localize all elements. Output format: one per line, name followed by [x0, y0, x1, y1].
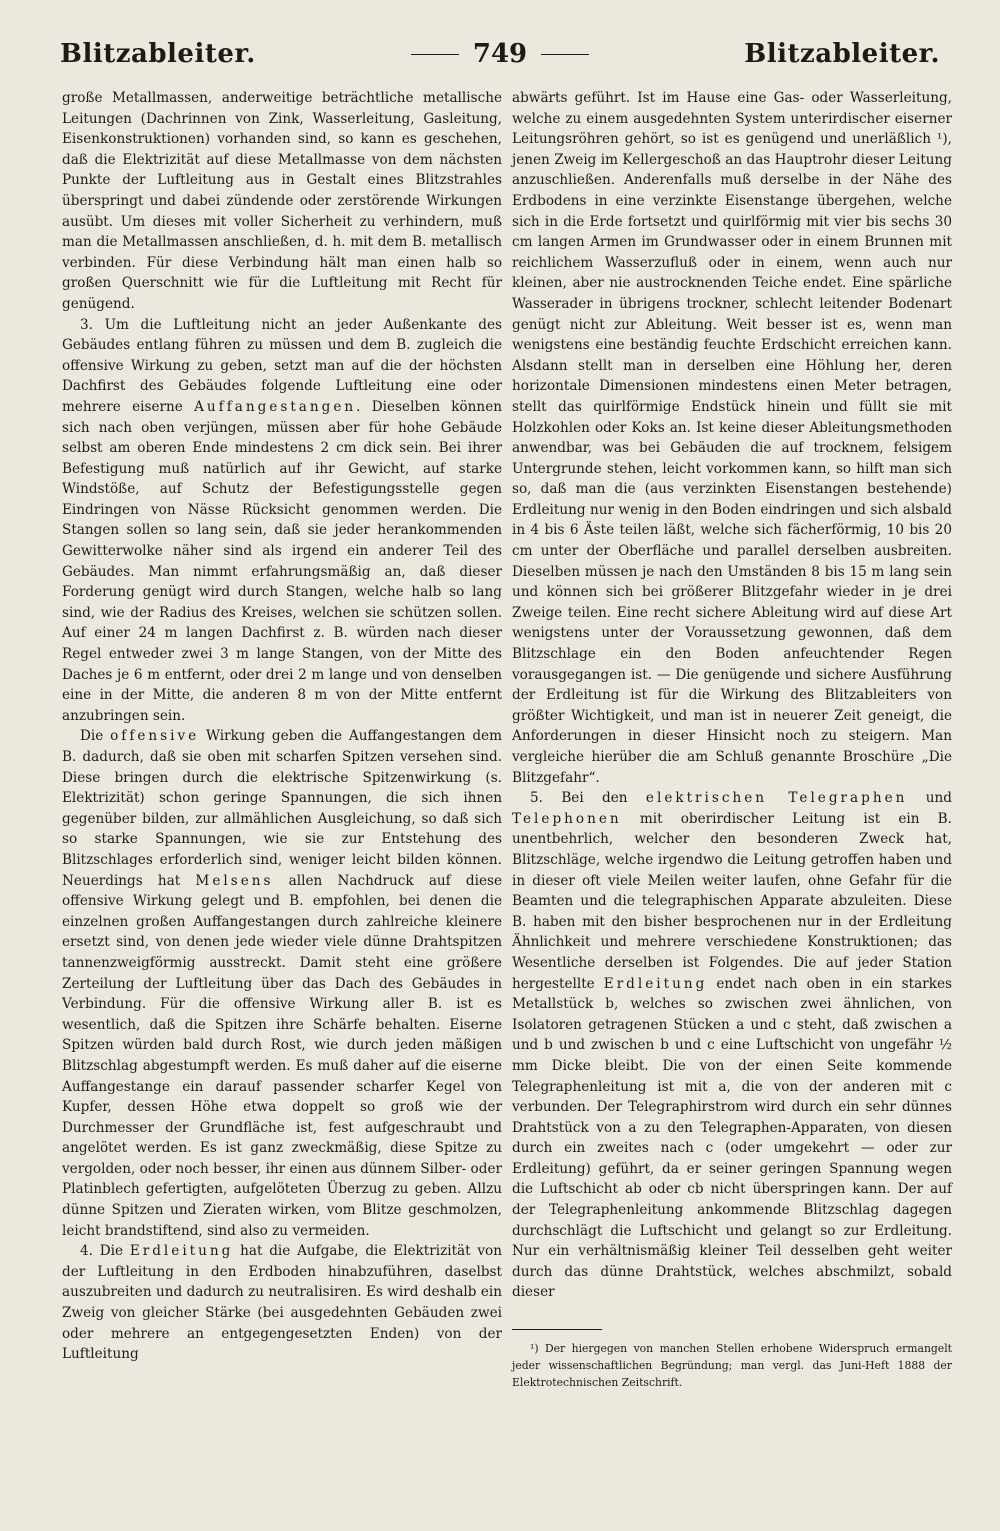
- page-number: 749: [472, 39, 528, 69]
- paragraph-text: allen Nachdruck auf diese offensive Wirkung gelegt und B. empfohlen, bei denen die einzelnen großen Auffangestangen durch zahlreiche kleinere ersetzt sind, von denen jede wieder viele dünne Drahtspitzen tannenzweigförmig ausstreckt. Damit steht eine größere Zerteilung der Luftleitung über das Dach des Gebäudes in Verbindung. Für die offensive Wirkung aller B. ist es wesentlich, daß die Spitzen ihre Schärfe behalten. Eiserne Spitzen würden bald durch Rost, wie durch jeden mäßigen Blitzschlag abgestumpft werden. Es muß daher auf die eiserne Auffangestange ein darauf passender scharfer Kegel von Kupfer, dessen Höhe etwa doppelt so groß wie der Durchmesser der Grundfläche ist, fest aufgeschraubt und angelötet werden. Es ist ganz zweckmäßig, diese Spitze zu vergolden, oder noch besser, ihr einen aus dünnem Silber- oder Platinblech gefertigten, aufgelöteten Überzug zu geben. Allzu dünne Spitzen und Zieraten wirken, vom Blitze geschmolzen, leicht brandstiftend, sind also zu vermeiden.: [62, 872, 503, 1239]
- header-left-title: Blitzableiter.: [60, 39, 256, 69]
- paragraph-text: Wirkung geben die Auffangestangen dem B. dadurch, daß sie oben mit scharfen Spitzen versehen sind. Diese bringen durch die elektrische Spitzenwirkung (s. Elektrizität) schon geringe Spannungen, die sich ihnen gegenüber bilden, zur allmählichen Ausgleichung, so daß sich so starke Spannungen, wie sie zur Entstehung des Blitzschlages erforderlich sind, weniger leicht bilden können. Neuerdings hat: [62, 728, 502, 889]
- running-head: [60, 32, 940, 76]
- paragraph-5-telegraphs: [512, 788, 952, 1303]
- paragraph-text: endet nach oben in ein starkes Metallstück b, welches so zwischen zwei ähnlichen, von Isolatoren getragenen Stücken a und c steht, daß zwischen a und b und zwischen b und c eine Luftschicht von ungefähr ½ mm Dicke bleibt. Die von der einen Seite kommende Telegraphenleitung ist mit a, die von der anderen mit c verbunden. Der Telegraphirstrom wird durch ein sehr dünnes Drahtstück von a zu den Telegraphen-Apparaten, von diesen durch ein zweites nach c (oder umgekehrt — oder zur Erdleitung) geführt, da er seiner geringen Spannung wegen die Luftschicht ab oder cb nicht überspringen kann. Der auf der Telegraphenleitung ankommende Blitzschlag dagegen durchschlägt die Luftschicht und gelangt so zur Erdleitung. Nur ein verhältnismäßig kleiner Teil desselben geht weiter durch das dünne Drahtstück, welches abschmilzt, sobald dieser: [512, 975, 952, 1301]
- header-right-title: Blitzableiter.: [744, 39, 940, 69]
- spaced-term-erdleitung: Erdleitung: [129, 1243, 234, 1260]
- paragraph-text: . Dieselben können sich nach oben verjüngen, müssen aber für hohe Gebäude selbst am oberen Ende mindestens 2 cm dick sein. Bei ihrer Befestigung muß natürlich auf ihr Gewicht, auf starke Windstöße, auf Schutz der Befestigungsstelle gegen Eindringen von Nässe Rücksicht genommen werden. Die Stangen sollen so lang sein, daß sie jeder herankommenden Gewitterwolke näher sind als irgend ein anderer Teil des Gebäudes. Man nimmt erfahrungsmäßig an, daß dieser Forderung genügt wird durch Stangen, welche halb so lang sind, wie der Radius des Kreises, welchen sie schützen sollen. Auf einer 24 m langen Dachfirst z. B. würden nach dieser Regel entweder zwei 3 m lange Stangen, von der Mitte des Daches je 6 m entfernt, oder drei 2 m lange und von denselben eine in der Mitte, die anderen 8 m von der Mitte entfernt anzubringen sein.: [62, 398, 502, 724]
- paragraph-4-earth-lead: [62, 1241, 502, 1365]
- footnote-rule: [512, 1329, 602, 1330]
- spaced-term-offensive: offensive: [110, 728, 200, 745]
- footnote: [512, 1340, 952, 1391]
- paragraph-text: 5. Bei den: [530, 790, 646, 807]
- footnote-text: ¹) Der hiergegen von manchen Stellen erhobene Widerspruch ermangelt jeder wissenschaftlichen Begründung; man vergl. das Juni-Heft 1888 der Elektrotechnischen Zeitschrift.: [512, 1342, 952, 1390]
- paragraph-text: Die: [80, 728, 111, 745]
- header-page-number-group: [411, 39, 589, 69]
- spaced-name-melsens: Melsens: [195, 872, 274, 889]
- spaced-term-erdleitung-2: Erdleitung: [603, 975, 708, 992]
- spaced-term-auffangestangen: Auffangestangen: [194, 398, 357, 415]
- paragraph-text: 3. Um die Luftleitung nicht an jeder Außenkante des Gebäudes entlang führen zu müssen und dem B. zugleich die offensive Wirkung zu geben, setzt man auf die der höchsten Dachfirst des Gebäudes folgende Luftleitung eine oder mehrere eiserne: [62, 316, 502, 415]
- paragraph-text: hat die Aufgabe, die Elektrizität von der Luftleitung in den Erdboden hinabzuführen, daselbst auszubreiten und dadurch zu neutralisiren. Es wird deshalb ein Zweig von gleicher Stärke (bei ausgedehnten Gebäuden zwei oder mehrere an entgegengesetzten Enden) von der Luftleitung: [62, 1243, 503, 1363]
- paragraph-3-air-terminals: [62, 315, 502, 727]
- header-dash-left: [411, 54, 459, 55]
- spaced-term-telephonen: Telephonen: [512, 810, 622, 827]
- paragraph-metal-masses: große Metallmassen, anderweitige beträchtliche metallische Leitungen (Dachrinnen von Zink, Wasserleitung, Gasleitung, Eisenkonstruktionen) vorhanden sind, so kann es geschehen, daß die Elektrizität auf diese Metallmasse von dem nächsten Punkte der Luftleitung aus in Gestalt eines Blitzstrahles überspringt und dabei zündende oder zerstörende Wirkungen ausübt. Um dieses mit voller Sicherheit zu verhindern, muß man die Metallmassen anschließen, d. h. mit dem B. metallisch verbinden. Für diese Verbindung hält man einen halb so großen Querschnitt wie für die Luftleitung mit Recht für genügend.: [62, 90, 502, 312]
- paragraph-text: 4. Die: [80, 1243, 130, 1260]
- header-dash-right: [541, 54, 589, 55]
- paragraph-offensive-effect: [62, 726, 502, 1241]
- paragraph-text: und: [907, 790, 952, 807]
- paragraph-earth-continuation: abwärts geführt. Ist im Hause eine Gas- oder Wasserleitung, welche zu einem ausgedehnten System unterirdischer eiserner Leitungsröhren gehört, so ist es genügend und unerläßlich ¹), jenen Zweig im Kellergeschoß an das Hauptrohr dieser Leitung anzuschließen. Anderenfalls muß derselbe in der Nähe des Erdbodens in eine verzinkte Eisenstange übergehen, welche sich in die Erde fortsetzt und quirlförmig mit vier bis sechs 30 cm langen Armen im Grundwasser oder in einem Brunnen mit reichlichem Wasserzufluß oder in einem, wenn auch nur kleinen, aber nie austrocknenden Teiche endet. Eine spärliche Wasserader in übrigens trockner, schlecht leitender Bodenart genügt nicht zur Ableitung. Weit besser ist es, wenn man wenigstens eine beständig feuchte Erdschicht erreichen kann. Alsdann stellt man in derselben eine Höhlung her, deren horizontale Dimensionen mindestens einen Meter betragen, stellt das quirlförmige Endstück hinein und füllt sie mit Holzkohlen oder Koks an. Ist keine dieser Ableitungsmethoden anwendbar, was bei Gebäuden die auf trocknem, felsigem Untergrunde stehen, leicht vorkommen kann, so hilft man sich so, daß man die (aus verzinkten Eisenstangen bestehende) Erdleitung nur wenig in den Boden eindringen und sich alsbald in 4 bis 6 Äste teilen läßt, welche sich fächerförmig, 10 bis 20 cm unter der Oberfläche und parallel derselben ausbreiten. Dieselben müssen je nach den Umständen 8 bis 15 m lang sein und können sich bei größerer Blitzgefahr wieder in je drei Zweige teilen. Eine recht sichere Ableitung wird auf diese Art wenigstens unter der Voraussetzung gewonnen, daß dem Blitzschlage ein den Boden anfeuchtender Regen vorausgegangen ist. — Die genügende und sichere Ausführung der Erdleitung ist für die Wirkung des Blitzableiters von größter Wichtigkeit, und man ist in neuerer Zeit geneigt, die Anforderungen in dieser Hinsicht noch zu steigern. Man vergleiche hierüber die am Schluß genannte Broschüre „Die Blitzgefahr“.: [512, 90, 952, 786]
- paragraph-text: mit oberirdischer Leitung ist ein B. unentbehrlich, welcher den besonderen Zweck hat, Blitzschläge, welche irgendwo die Leitung getroffen haben und in dieser oft viele Meilen weiter laufen, ohne Gefahr für die Beamten und die telegraphischen Apparate abzuleiten. Diese B. haben mit den bisher besprochenen nur in der Erdleitung Ähnlichkeit und mehrere verschiedene Konstruktionen; das Wesentliche derselben ist Folgendes. Die auf jeder Station hergestellte: [512, 810, 952, 992]
- right-column: [512, 88, 952, 1391]
- left-column: [62, 88, 502, 1365]
- spaced-term-telegraphen: elektrischen Telegraphen: [645, 790, 908, 807]
